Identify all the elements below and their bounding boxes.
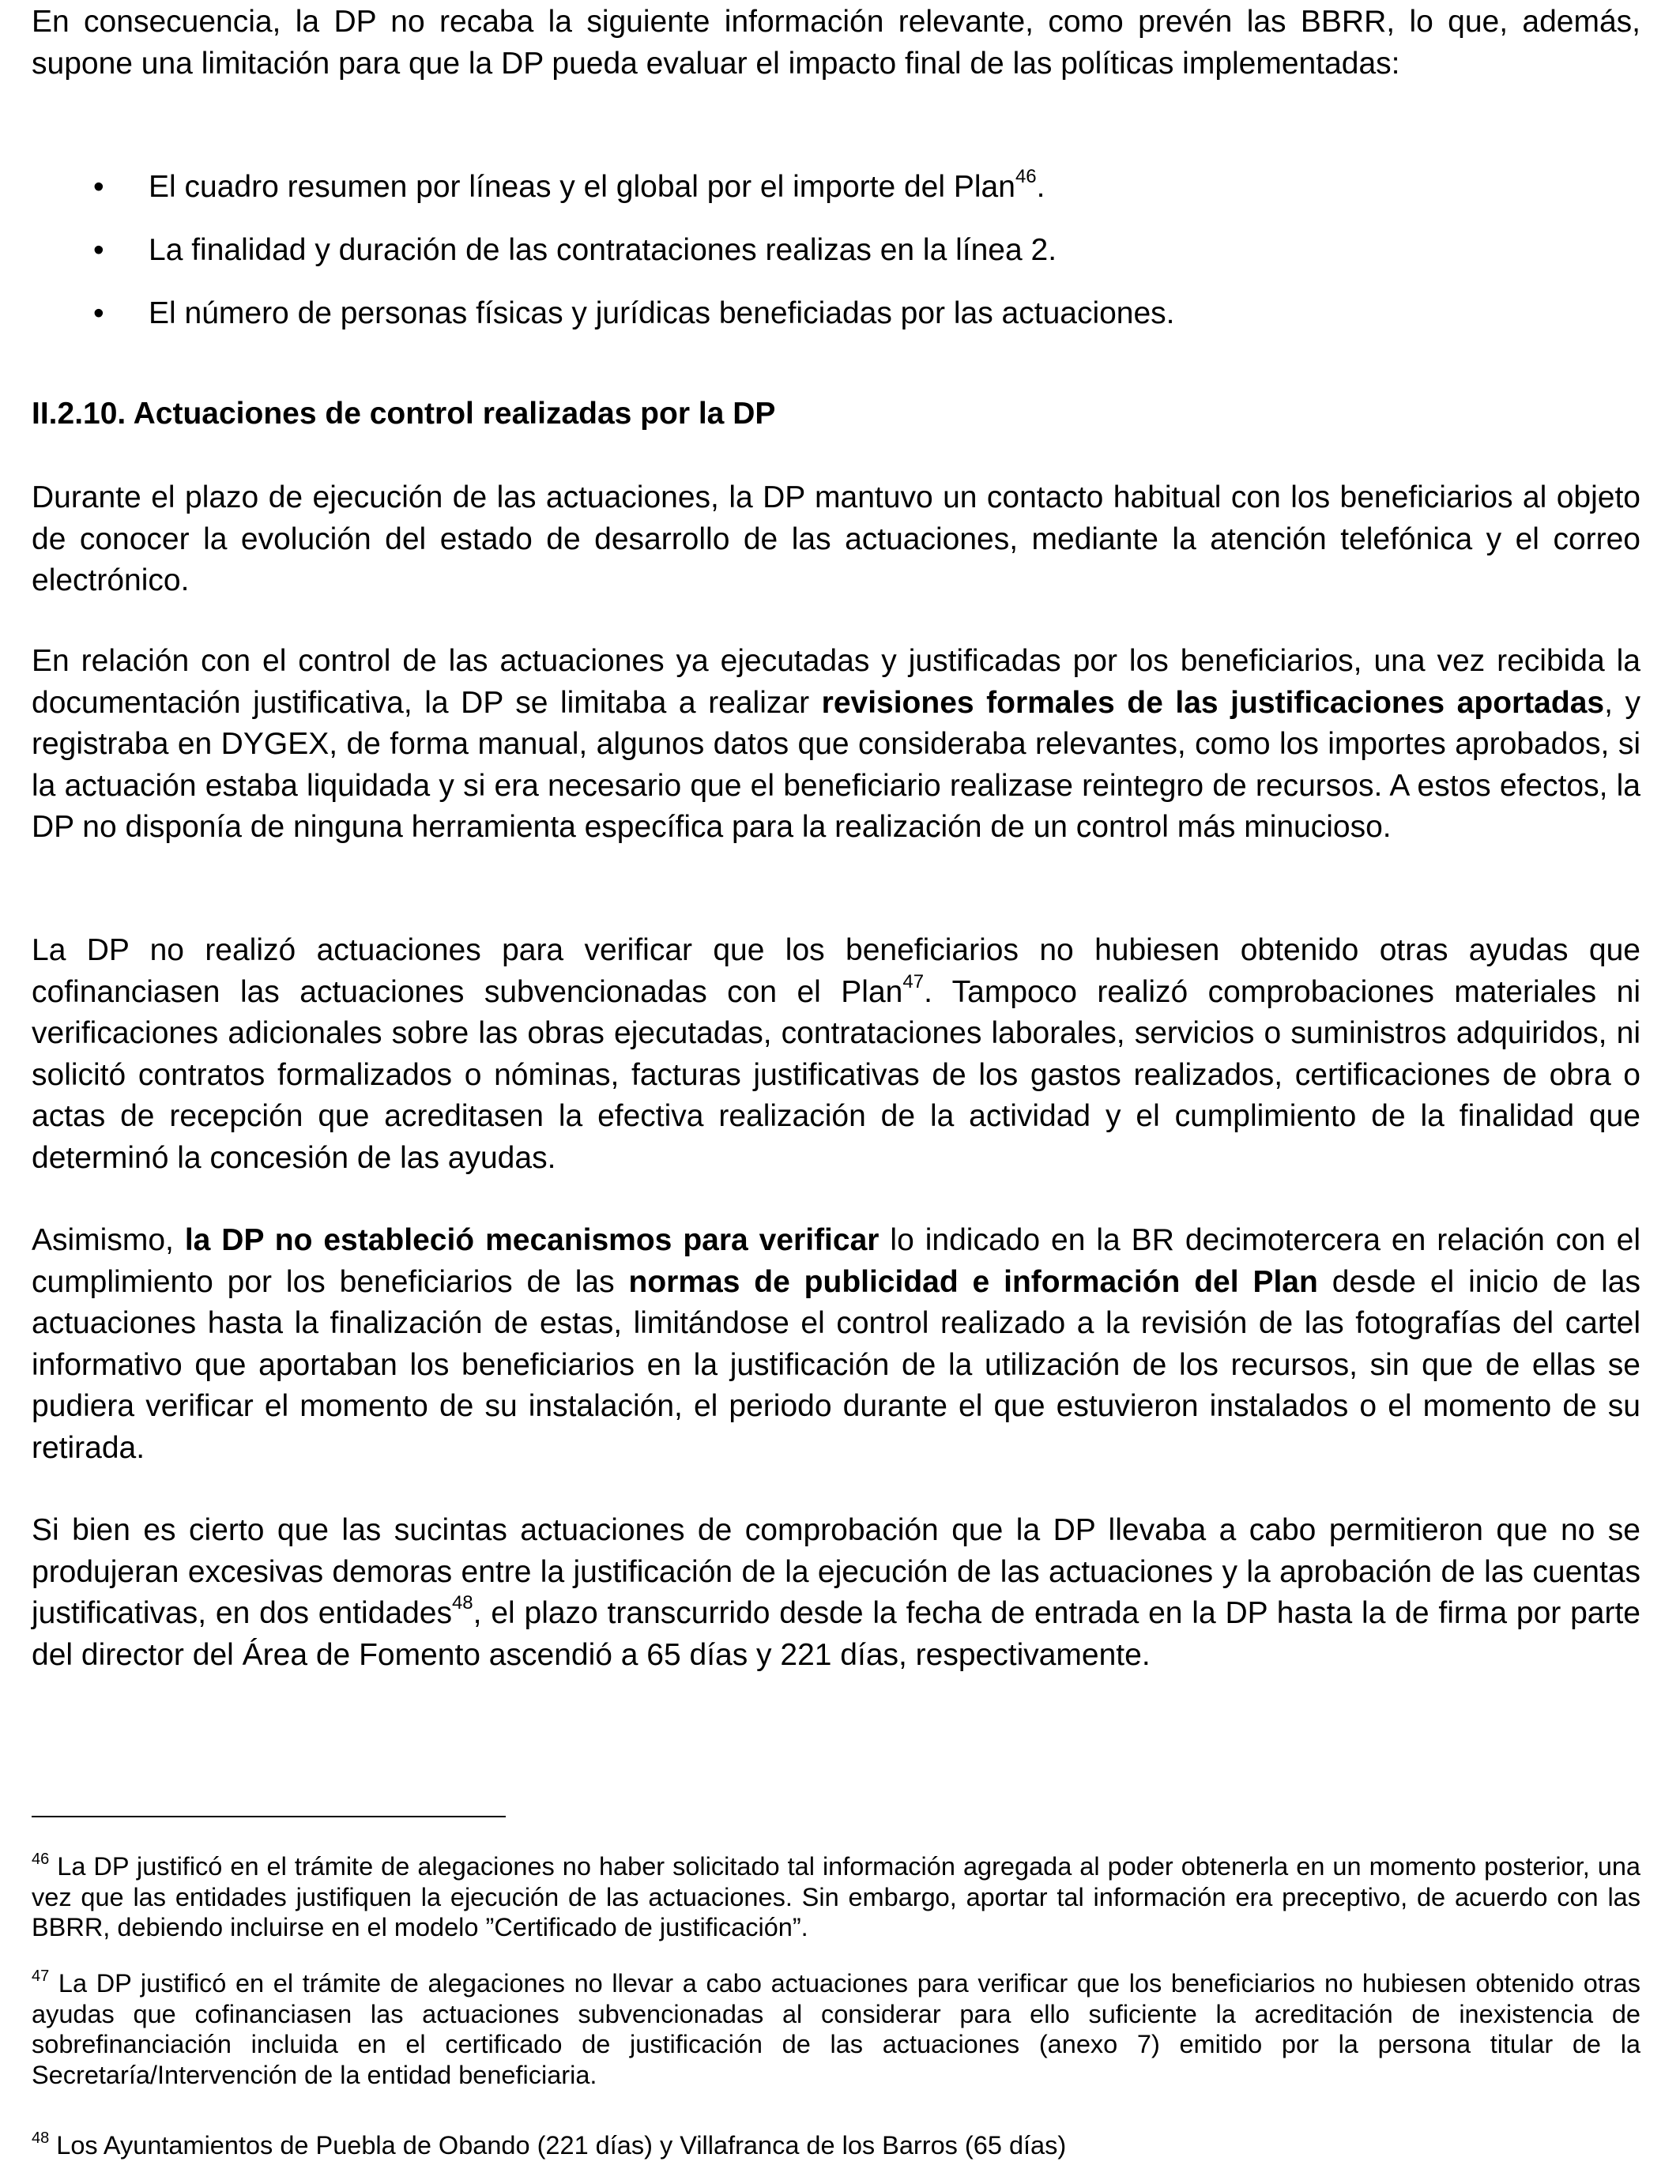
paragraph-delays [32, 1510, 1640, 1676]
footnote-text: La DP justificó en el trámite de alegaciones no haber solicitado tal información agregada al poder obtenerla en un momento posterior, una vez que las entidades justifiquen la ejecución de las actuaciones. Sin embargo, aportar tal información era preceptivo, de acuerdo con las BBRR, debiendo incluirse en el modelo ”Certificado de justificación”. [32, 1852, 1640, 1941]
footnote-number: 48 [32, 2129, 50, 2148]
text-run: lo indicado en la BR decimotercera en relación con el cumplimiento por los beneficiarios de las [32, 1223, 1640, 1299]
list-item-text: El número de personas físicas y jurídicas beneficiadas por las actuaciones. [149, 296, 1175, 330]
paragraph-publicity [32, 1220, 1640, 1469]
text-run: . Tampoco realizó comprobaciones materiales ni verificaciones adicionales sobre las obras ejecutadas, contrataciones laborales, servicios o suministros adquiridos, ni solicitó contratos formalizados o nóminas, facturas justificativas de los gastos realizados, certificaciones de obra o actas de recepción que acreditasen la efectiva realización de la actividad y el cumplimiento de la finalidad que determinó la concesión de las ayudas. [32, 974, 1640, 1175]
paragraph-verification [32, 930, 1640, 1179]
section-heading: II.2.10. Actuaciones de control realizadas por la DP [32, 397, 776, 431]
text-run: , el plazo transcurrido desde la fecha de entrada en la DP hasta la de firma por parte del director del Área de Fomento ascendió a 65 días y 221 días, respectivamente. [32, 1596, 1640, 1672]
list-item-text: El cuadro resumen por líneas y el global por el importe del Plan [149, 170, 1015, 204]
footnote-ref-48[interactable]: 48 [451, 1592, 473, 1614]
list-item [32, 230, 1640, 293]
list-item [32, 293, 1640, 356]
list-item-text: La finalidad y duración de las contrataciones realizas en la línea 2. [149, 233, 1057, 267]
text-run: , y registraba en DYGEX, de forma manual, algunos datos que consideraba relevantes, como los importes aprobados, si la actuación estaba liquidada y si era necesario que el beneficiario realizase reintegro de recursos. A estos efectos, la DP no disponía de ninguna herramienta específica para la realización de un control más minucioso. [32, 685, 1640, 844]
info-bullet-list [32, 167, 1640, 356]
footnote-ref-47[interactable]: 47 [902, 970, 925, 992]
bullet-icon: • [93, 233, 104, 267]
bold-text-run: la DP no estableció mecanismos para verificar [184, 1223, 880, 1257]
footnote-48 [32, 2130, 1640, 2161]
footnote-number: 47 [32, 1967, 50, 1986]
footnote-text: La DP justificó en el trámite de alegaciones no llevar a cabo actuaciones para verificar que los beneficiarios no hubiesen obtenido otras ayudas que cofinanciasen las actuaciones subvencionadas al considerar para ello suficiente la acreditación de inexistencia de sobrefinanciación incluida en el certificado de justificación de las actuaciones (anexo 7) emitido por la persona titular de la Secretaría/Intervención de la entidad beneficiaria. [32, 1969, 1640, 2089]
intro-paragraph: En consecuencia, la DP no recaba la siguiente información relevante, como prevén las BBRR, lo que, además, supone una limitación para que la DP pueda evaluar el impacto final de las políticas implementadas: [32, 5, 1640, 81]
footnote-text: Los Ayuntamientos de Puebla de Obando (221 días) y Villafranca de los Barros (65 días) [49, 2131, 1067, 2160]
text-run: Asimismo, [32, 1223, 185, 1257]
footnote-ref-46[interactable]: 46 [1015, 166, 1037, 187]
bullet-icon: • [93, 296, 104, 330]
bold-text-run: normas de publicidad e información del Plan [628, 1264, 1318, 1299]
text-run: Si bien es cierto que las sucintas actuaciones de comprobación que la DP llevaba a cabo permitieron que no se produjeran excesivas demoras entre la justificación de la ejecución de las actuaciones y la aprobación de las cuentas justificativas, en dos entidades [32, 1513, 1640, 1630]
footnote-47 [32, 1968, 1640, 2090]
footnote-number: 46 [32, 1851, 50, 1869]
text-run: desde el inicio de las actuaciones hasta la finalización de estas, limitándose el control realizado a la revisión de las fotografías del cartel informativo que aportaban los beneficiarios en la justificación de la utilización de los recursos, sin que de ellas se pudiera verificar el momento de su instalación, el periodo durante el que estuvieron instalados o el momento de su retirada. [32, 1264, 1640, 1465]
list-item [32, 167, 1640, 230]
paragraph-control [32, 641, 1640, 849]
bold-text-run: revisiones formales de las justificaciones aportadas [821, 685, 1605, 720]
list-item-tail: . [1036, 170, 1045, 204]
paragraph-contact: Durante el plazo de ejecución de las actuaciones, la DP mantuvo un contacto habitual con los beneficiarios al objeto de conocer la evolución del estado de desarrollo de las actuaciones, mediante la atención telefónica y el correo electrónico. [32, 480, 1640, 597]
text-run: En relación con el control de las actuaciones ya ejecutadas y justificadas por los beneficiarios, una vez recibida la documentación justificativa, la DP se limitaba a realizar [32, 644, 1640, 720]
footnote-46 [32, 1851, 1640, 1943]
footnote-separator [32, 1816, 506, 1817]
text-run: La DP no realizó actuaciones para verificar que los beneficiarios no hubiesen obtenido otras ayudas que cofinanciasen las actuaciones subvencionadas con el Plan [32, 933, 1640, 1009]
bullet-icon: • [93, 170, 104, 204]
